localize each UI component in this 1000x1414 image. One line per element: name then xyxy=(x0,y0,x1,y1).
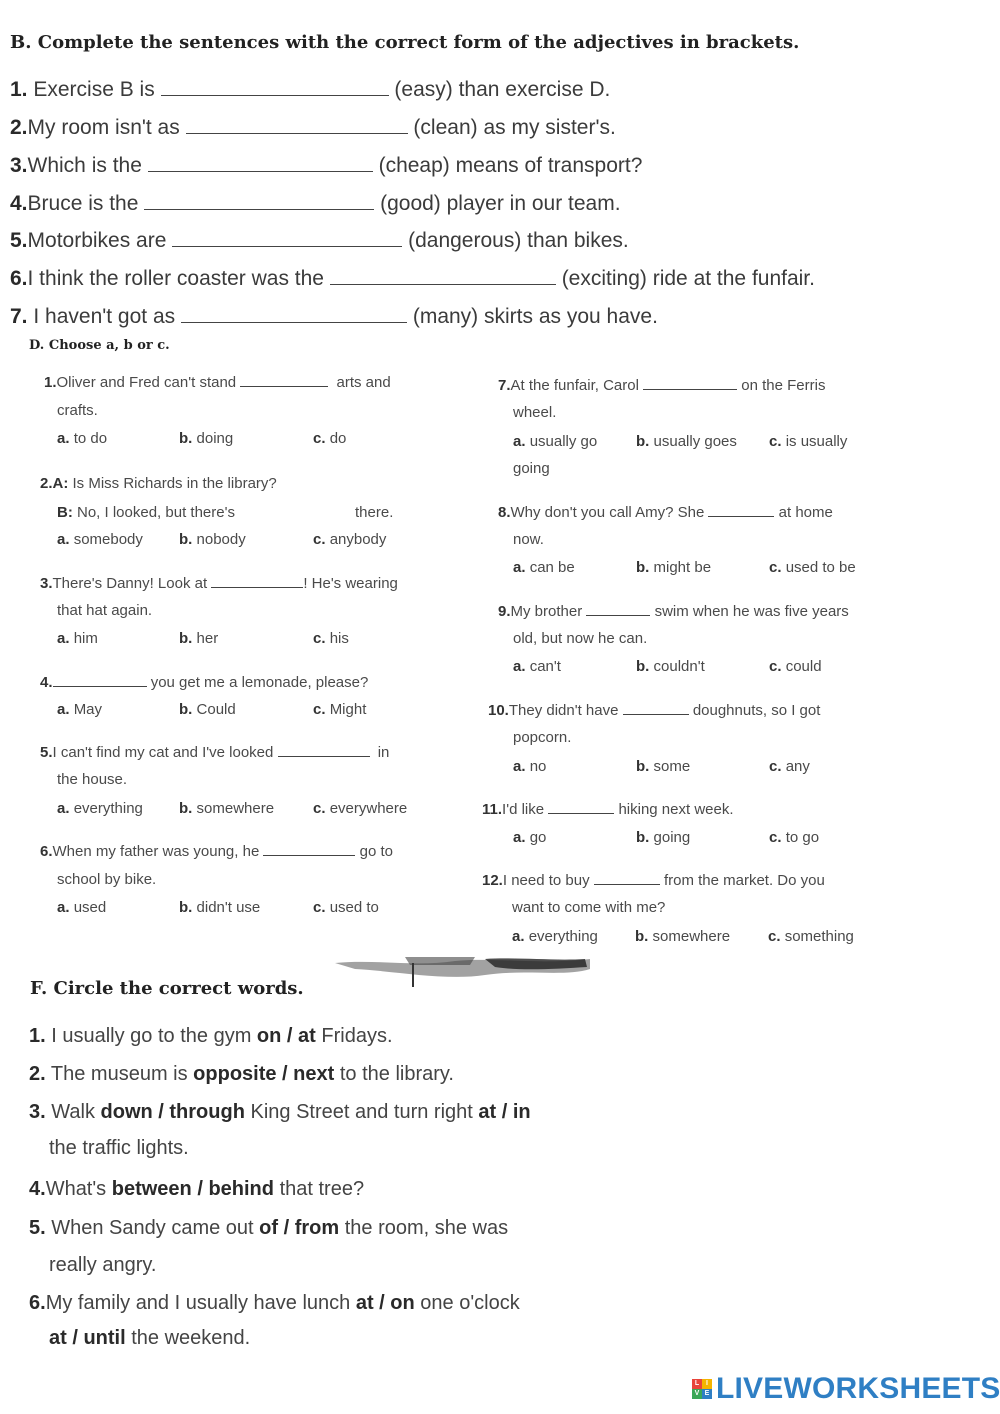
answer-blank[interactable] xyxy=(211,586,303,588)
d-q6-line2: school by bike. xyxy=(57,871,157,888)
d-q12-line2: want to come with me? xyxy=(512,899,666,916)
word-choice[interactable]: at / on xyxy=(355,1292,415,1314)
d-q4-opt-c[interactable]: c. Might xyxy=(313,701,367,718)
d-q4-line1: 4. you get me a lemonade, please? xyxy=(40,674,369,691)
d-q7-opt-a[interactable]: a. usually go xyxy=(513,433,598,450)
b-item-4: 4.Bruce is the (good) player in our team. xyxy=(10,192,621,215)
d-q7-line2: wheel. xyxy=(513,404,557,421)
f-item-5: 5. When Sandy came out of / from the room, she was xyxy=(29,1217,509,1239)
d-q10-line2: popcorn. xyxy=(513,729,572,746)
answer-blank[interactable] xyxy=(148,170,373,172)
answer-blank[interactable] xyxy=(181,321,407,323)
d-q8-line1: 8.Why don't you call Amy? She at home xyxy=(498,504,833,521)
d-q7-line1: 7.At the funfair, Carol on the Ferris xyxy=(498,377,826,394)
d-q10-opt-b[interactable]: b. some xyxy=(636,758,691,775)
answer-blank[interactable] xyxy=(240,385,328,387)
d-q5-line1: 5.I can't find my cat and I've looked in xyxy=(40,744,390,761)
ink-smudge-decoration xyxy=(335,955,590,987)
f-item-2: 2. The museum is opposite / next to the library. xyxy=(29,1063,454,1085)
d-q9-line1: 9.My brother swim when he was five years xyxy=(498,603,849,620)
word-choice[interactable]: on / at xyxy=(256,1025,316,1047)
d-q5-opt-a[interactable]: a. everything xyxy=(57,800,143,817)
d-q5-opt-c[interactable]: c. everywhere xyxy=(313,800,408,817)
answer-blank[interactable] xyxy=(278,755,370,757)
d-q4-opt-b[interactable]: b. Could xyxy=(179,701,236,718)
f-item-6-line2: at / until the weekend. xyxy=(49,1327,251,1349)
answer-blank[interactable] xyxy=(708,515,774,517)
answer-blank[interactable] xyxy=(186,132,408,134)
answer-blank[interactable] xyxy=(161,94,389,96)
d-q6-opt-a[interactable]: a. used xyxy=(57,899,107,916)
word-choice[interactable]: down / through xyxy=(100,1101,245,1123)
d-q6-opt-c[interactable]: c. used to xyxy=(313,899,379,916)
d-q7-opt-c-cont: going xyxy=(513,460,550,477)
d-q8-opt-a[interactable]: a. can be xyxy=(513,559,575,576)
d-q9-opt-b[interactable]: b. couldn't xyxy=(636,658,705,675)
d-q8-line2: now. xyxy=(513,531,544,548)
d-q1-opt-a[interactable]: a. to do xyxy=(57,430,108,447)
liveworksheets-logo[interactable] xyxy=(692,1372,1000,1406)
answer-blank[interactable] xyxy=(144,208,374,210)
word-choice[interactable]: at / until xyxy=(49,1327,126,1349)
d-q11-line1: 11.I'd like hiking next week. xyxy=(482,801,734,818)
word-choice[interactable]: opposite / next xyxy=(193,1063,335,1085)
b-item-6: 6.I think the roller coaster was the (exciting) ride at the funfair. xyxy=(10,267,815,290)
logo-mark-icon: L I V E xyxy=(692,1379,712,1399)
b-item-2: 2.My room isn't as (clean) as my sister's. xyxy=(10,116,616,139)
b-item-1: 1. Exercise B is (easy) than exercise D. xyxy=(10,78,611,101)
d-q8-opt-b[interactable]: b. might be xyxy=(636,559,712,576)
d-q6-line1: 6.When my father was young, he go to xyxy=(40,843,394,860)
d-q2-opt-b[interactable]: b. nobody xyxy=(179,531,246,548)
answer-blank[interactable] xyxy=(548,812,614,814)
answer-blank[interactable] xyxy=(53,685,147,687)
f-item-3: 3. Walk down / through King Street and turn right at / in xyxy=(29,1101,531,1123)
d-q5-opt-b[interactable]: b. somewhere xyxy=(179,800,275,817)
d-q4-opt-a[interactable]: a. May xyxy=(57,701,103,718)
d-q3-line1: 3.There's Danny! Look at ! He's wearing xyxy=(40,575,398,592)
d-q5-line2: the house. xyxy=(57,771,128,788)
d-q10-opt-c[interactable]: c. any xyxy=(769,758,810,775)
answer-blank[interactable] xyxy=(263,854,355,856)
d-q11-opt-c[interactable]: c. to go xyxy=(769,829,820,846)
d-q9-opt-a[interactable]: a. can't xyxy=(513,658,561,675)
d-q12-line1: 12.I need to buy from the market. Do you xyxy=(482,872,825,889)
f-item-6: 6.My family and I usually have lunch at / on one o'clock xyxy=(29,1292,520,1314)
b-item-7: 7. I haven't got as (many) skirts as you have. xyxy=(10,305,658,328)
section-d-title: D. Choose a, b or c. xyxy=(29,338,170,353)
d-q7-opt-c[interactable]: c. is usually xyxy=(769,433,848,450)
f-item-5-line2: really angry. xyxy=(49,1254,157,1276)
d-q9-line2: old, but now he can. xyxy=(513,630,648,647)
d-q3-opt-b[interactable]: b. her xyxy=(179,630,219,647)
d-q2-line1: 2.A: Is Miss Richards in the library? xyxy=(40,475,277,492)
answer-blank[interactable] xyxy=(172,245,402,247)
d-q9-opt-c[interactable]: c. could xyxy=(769,658,822,675)
d-q2-line2-end: there. xyxy=(355,504,394,521)
f-item-4: 4.What's between / behind that tree? xyxy=(29,1178,365,1200)
answer-blank[interactable] xyxy=(594,883,660,885)
b-item-3: 3.Which is the (cheap) means of transport? xyxy=(10,154,643,177)
d-q10-line1: 10.They didn't have doughnuts, so I got xyxy=(488,702,821,719)
logo-text: LIVEWORKSHEETS xyxy=(716,1372,1000,1405)
answer-blank[interactable] xyxy=(623,713,689,715)
d-q12-opt-c[interactable]: c. something xyxy=(768,928,854,945)
d-q3-opt-c[interactable]: c. his xyxy=(313,630,349,647)
answer-blank[interactable] xyxy=(643,388,737,390)
f-item-1: 1. I usually go to the gym on / at Fridays. xyxy=(29,1025,393,1047)
d-q1-opt-b[interactable]: b. doing xyxy=(179,430,234,447)
d-q2-opt-c[interactable]: c. anybody xyxy=(313,531,387,548)
d-q1-line1: 1.Oliver and Fred can't stand arts and xyxy=(44,374,391,391)
section-f-title: F. Circle the correct words. xyxy=(30,978,304,999)
d-q2-opt-a[interactable]: a. somebody xyxy=(57,531,143,548)
d-q10-opt-a[interactable]: a. no xyxy=(513,758,547,775)
d-q12-opt-b[interactable]: b. somewhere xyxy=(635,928,731,945)
d-q1-opt-c[interactable]: c. do xyxy=(313,430,347,447)
f-item-3-line2: the traffic lights. xyxy=(49,1137,189,1159)
d-q1-line2: crafts. xyxy=(57,402,98,419)
d-q3-opt-a[interactable]: a. him xyxy=(57,630,98,647)
d-q8-opt-c[interactable]: c. used to be xyxy=(769,559,856,576)
d-q2-line2: B: No, I looked, but there's xyxy=(57,504,235,521)
d-q11-opt-b[interactable]: b. going xyxy=(636,829,691,846)
d-q3-line2: that hat again. xyxy=(57,602,153,619)
word-choice[interactable]: between / behind xyxy=(111,1178,274,1200)
d-q11-opt-a[interactable]: a. go xyxy=(513,829,547,846)
section-b-title: B. Complete the sentences with the correct form of the adjectives in brackets. xyxy=(10,32,800,53)
answer-blank[interactable] xyxy=(586,614,650,616)
word-choice[interactable]: of / from xyxy=(259,1217,340,1239)
word-choice[interactable]: at / in xyxy=(478,1101,531,1123)
d-q6-opt-b[interactable]: b. didn't use xyxy=(179,899,261,916)
d-q7-opt-b[interactable]: b. usually goes xyxy=(636,433,737,450)
d-q12-opt-a[interactable]: a. everything xyxy=(512,928,598,945)
b-item-5: 5.Motorbikes are (dangerous) than bikes. xyxy=(10,229,629,252)
answer-blank[interactable] xyxy=(330,283,556,285)
